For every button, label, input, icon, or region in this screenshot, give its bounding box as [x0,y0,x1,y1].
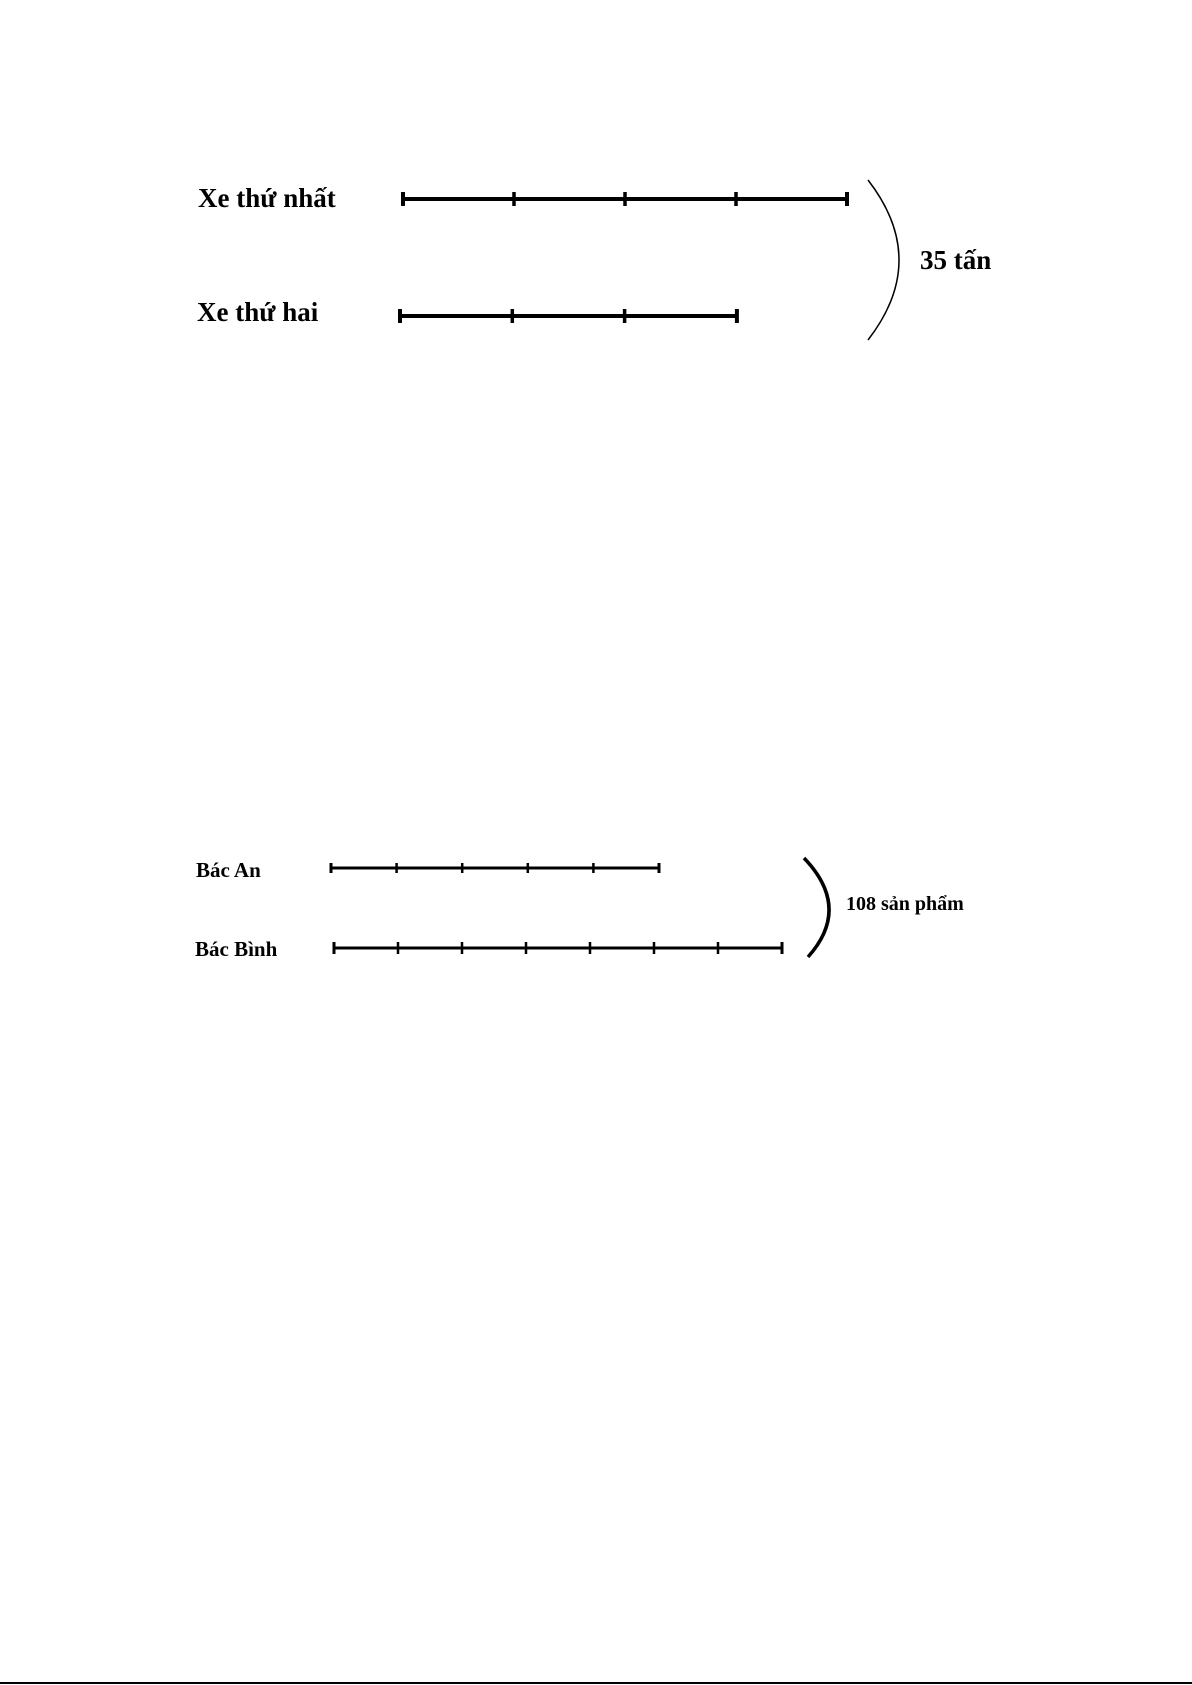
page-bottom-rule [0,1682,1192,1684]
row-label-bac-an: Bác An [196,858,261,882]
diagram-trucks-graphic [0,150,1192,350]
row-label-first-truck: Xe thứ nhất [198,183,336,213]
segment-bar-bac-an [331,863,659,873]
total-brace [868,180,899,340]
row-label-bac-binh: Bác Bình [195,937,278,961]
total-label-products: 108 sản phẩm [846,893,964,915]
diagram-products-graphic [0,840,1192,970]
segment-bar-second-truck [400,309,737,323]
segment-bar-first-truck [403,192,847,206]
segment-diagram-products [0,840,1192,970]
total-brace [804,858,829,957]
row-label-second-truck: Xe thứ hai [197,297,319,327]
segment-bar-bac-binh [334,942,782,954]
segment-diagram-trucks [0,150,1192,350]
total-label-trucks: 35 tấn [920,245,992,275]
